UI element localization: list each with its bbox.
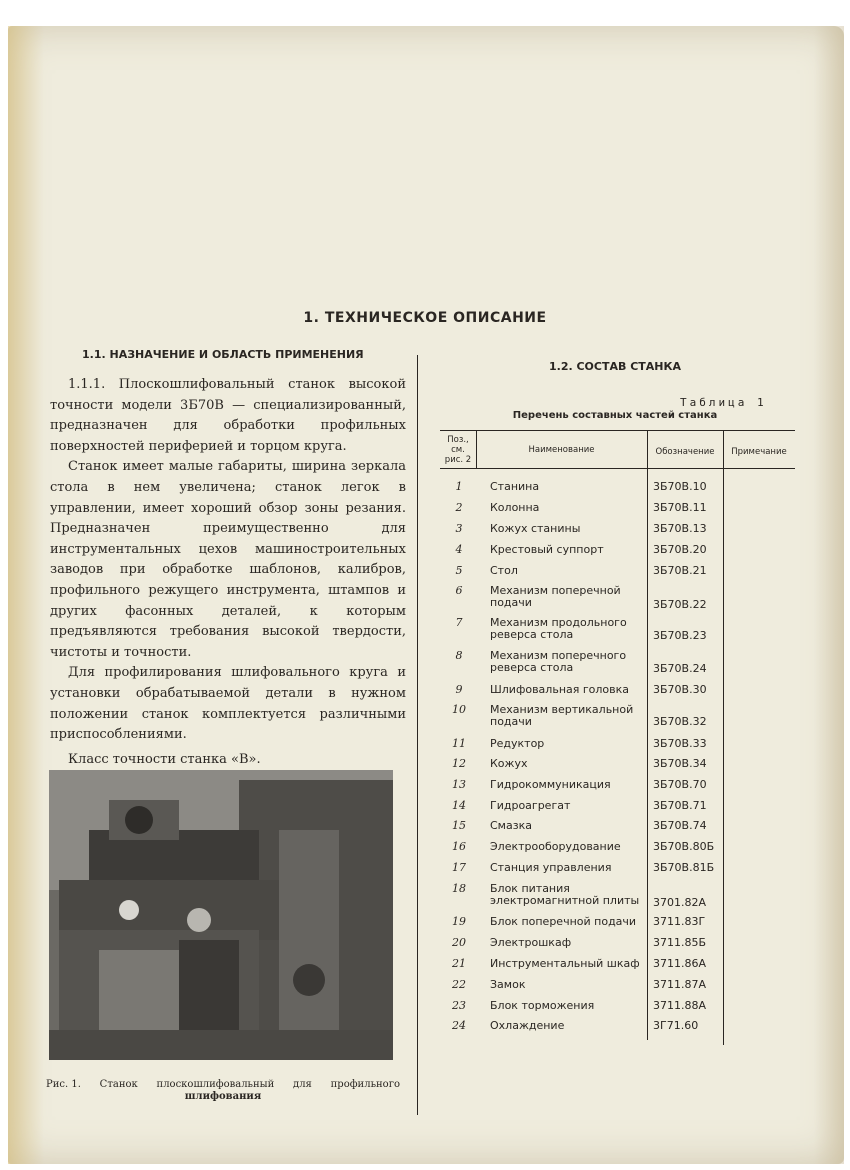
header-pos-line: рис. 2	[444, 455, 472, 465]
table-header-rule	[440, 468, 795, 469]
paper-stain-left	[8, 26, 44, 1164]
row-position: 11	[452, 737, 466, 750]
row-name: Станина	[490, 480, 540, 493]
row-code: 3Б70В.74	[653, 819, 707, 832]
column-divider	[417, 355, 418, 1115]
row-code: 3Б70В.20	[653, 543, 707, 556]
row-code: 3Б70В.13	[653, 522, 707, 535]
row-code: 3Б70В.10	[653, 480, 707, 493]
row-name: Охлаждение	[490, 1019, 565, 1032]
row-name: Электрошкаф	[490, 936, 572, 949]
row-code: 3701.82А	[653, 896, 707, 909]
row-position: 9	[455, 683, 463, 696]
paper-stain-right	[814, 26, 844, 1164]
row-name: Блок питания электромагнитной плиты	[490, 882, 640, 907]
row-code: 3Б70В.32	[653, 715, 707, 728]
row-name: Инструментальный шкаф	[490, 957, 640, 970]
section-purpose	[50, 348, 406, 770]
row-name: Механизм продольного реверса стола	[490, 616, 627, 641]
row-position: 4	[455, 543, 463, 556]
row-position: 19	[452, 915, 466, 928]
row-position: 17	[452, 861, 466, 874]
row-name: Блок поперечной подачи	[490, 915, 637, 928]
row-name: Замок	[490, 978, 526, 991]
row-position: 2	[455, 501, 463, 514]
header-note: Примечание	[731, 447, 787, 457]
row-position: 16	[452, 840, 466, 853]
machine-photo-drawing	[49, 770, 393, 1060]
row-position: 23	[452, 999, 466, 1012]
row-position: 12	[452, 757, 466, 770]
main-title: 1. ТЕХНИЧЕСКОЕ ОПИСАНИЕ	[303, 310, 547, 326]
header-name: Наименование	[528, 445, 595, 455]
row-name: Смазка	[490, 819, 532, 832]
row-position: 24	[452, 1019, 466, 1032]
row-name: Стол	[490, 564, 518, 577]
row-position: 7	[455, 616, 463, 629]
row-position: 14	[452, 799, 466, 812]
row-code: 3Б70В.34	[653, 757, 707, 770]
row-position: 10	[452, 703, 466, 716]
section-composition-title: 1.2. СОСТАВ СТАНКА	[548, 360, 682, 373]
row-name: Механизм поперечного реверса стола	[490, 649, 627, 674]
caption-word: Станок	[99, 1079, 138, 1090]
caption-word: Рис. 1.	[46, 1079, 81, 1090]
row-position: 5	[455, 564, 463, 577]
row-position: 1	[455, 480, 463, 493]
row-name: Гидрокоммуникация	[490, 778, 611, 791]
caption-line-2: шлифования	[184, 1091, 262, 1102]
row-code: 3711.87А	[653, 978, 707, 991]
row-code: 3Б70В.23	[653, 629, 707, 642]
table-top-rule	[440, 430, 795, 431]
paragraph-1: 1.1.1. Плоскошлифовальный станок высокой точности модели 3Б70В — специализированный, предназначен для обработки профильных поверхностей периферией и торцом круга.	[50, 377, 406, 454]
row-code: 3Б70В.70	[653, 778, 707, 791]
paragraph-3: Для профилирования шлифовального круга и установки обрабатываемой детали в нужном положении станок комплектуется различными приспособлениями.	[50, 665, 406, 743]
row-code: 3Б70В.22	[653, 598, 707, 611]
header-pos-line: Поз.,	[447, 435, 469, 445]
row-code: 3Б70В.24	[653, 662, 707, 675]
row-name: Кожух	[490, 757, 528, 770]
row-code: 3Б70В.21	[653, 564, 707, 577]
table-caption: Перечень составных частей станка	[512, 410, 718, 421]
row-position: 6	[455, 584, 463, 597]
row-code: 3Б70В.33	[653, 737, 707, 750]
table-col-line	[647, 430, 648, 1040]
row-code: 3711.88А	[653, 999, 707, 1012]
caption-word: для	[293, 1079, 312, 1090]
row-name: Гидроагрегат	[490, 799, 571, 812]
caption-word: профильного	[330, 1079, 400, 1090]
row-code: 3Б70В.71	[653, 799, 707, 812]
row-position: 8	[455, 649, 463, 662]
row-code: 3Б70В.30	[653, 683, 707, 696]
row-code: 3Б70В.81Б	[653, 861, 715, 874]
row-code: 3Б70В.11	[653, 501, 707, 514]
row-position: 22	[452, 978, 466, 991]
header-pos-line: см.	[451, 445, 465, 455]
section-purpose-title: 1.1. НАЗНАЧЕНИЕ И ОБЛАСТЬ ПРИМЕНЕНИЯ	[82, 348, 364, 361]
paragraph-2: Станок имеет малые габариты, ширина зеркала стола в нем увеличена; станок легок в управлении, имеет хороший обзор зоны резания. Предназначен преимущественно для инструментальных цехов машиностроительных заводов при обработке шаблонов, калибров, профильного режущего инструмента, штампов и других фасонных деталей, к которым предъявляются требования высокой твердости, чистоты и точности.	[50, 459, 406, 660]
row-position: 21	[452, 957, 466, 970]
caption-word: плоскошлифовальный	[156, 1079, 275, 1090]
row-position: 15	[452, 819, 466, 832]
row-code: 3Б70В.80Б	[653, 840, 715, 853]
row-name: Кожух станины	[490, 522, 581, 535]
row-name: Колонна	[490, 501, 540, 514]
paragraph-4: Класс точности станка «В».	[68, 751, 261, 767]
row-name: Блок торможения	[490, 999, 595, 1012]
figure-caption	[46, 1079, 400, 1103]
row-code: 3711.85Б	[653, 936, 707, 949]
row-code: 3711.83Г	[653, 915, 706, 928]
machine-photo	[49, 770, 393, 1060]
header-pos	[440, 435, 476, 465]
row-name: Крестовый суппорт	[490, 543, 604, 556]
row-code: 3Г71.60	[653, 1019, 699, 1032]
row-position: 3	[455, 522, 463, 535]
row-position: 18	[452, 882, 466, 895]
row-code: 3711.86А	[653, 957, 707, 970]
row-name: Шлифовальная головка	[490, 683, 629, 696]
row-name: Механизм поперечной подачи	[490, 584, 621, 609]
row-name: Редуктор	[490, 737, 545, 750]
header-code: Обозначение	[655, 447, 715, 457]
row-name: Станция управления	[490, 861, 612, 874]
row-name: Электрооборудование	[490, 840, 621, 853]
table-label: Таблица 1	[680, 396, 767, 409]
row-position: 13	[452, 778, 466, 791]
row-position: 20	[452, 936, 466, 949]
row-name: Механизм вертикальной подачи	[490, 703, 634, 728]
